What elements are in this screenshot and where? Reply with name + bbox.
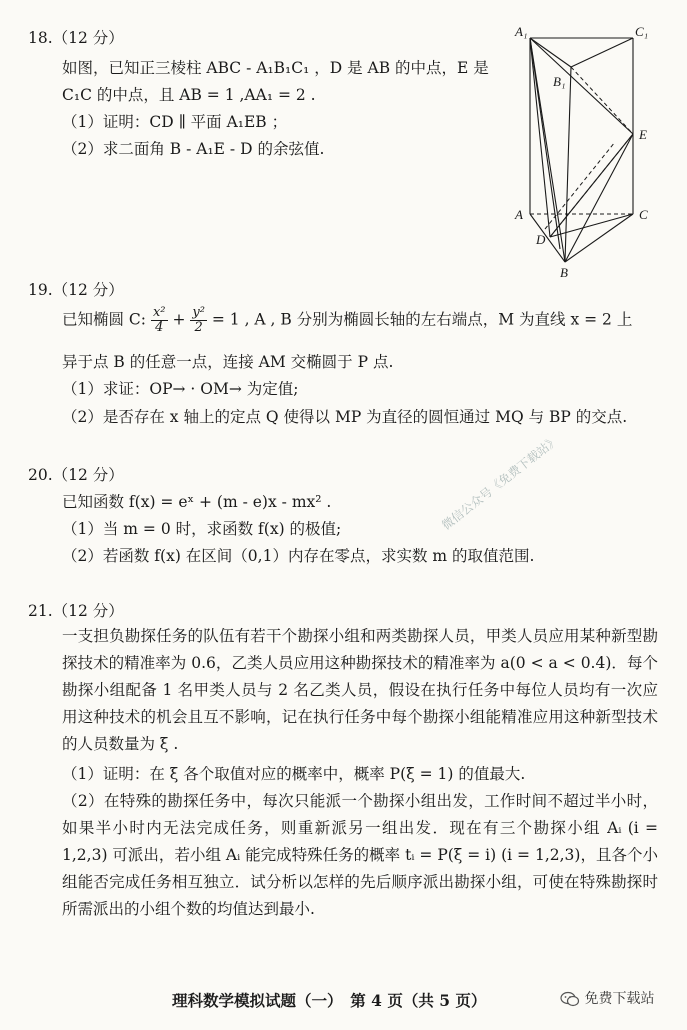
fraction-x2-over-4	[151, 306, 168, 335]
label-D: D	[536, 232, 546, 247]
q19-part-2: （2）是否存在 x 轴上的定点 Q 使得以 MP 为直径的圆恒通过 MQ 与 BP 的交点.	[62, 408, 628, 426]
page-footer: 理科数学模拟试题（一） 第 4 页（共 5 页）	[172, 991, 487, 1010]
q19-line-2: 异于点 B 的任意一点，连接 AM 交椭圆于 P 点.	[62, 353, 394, 371]
label-B: B	[560, 265, 568, 280]
fraction-denominator: 4	[155, 320, 164, 335]
question-number: 19.（12 分）	[28, 281, 124, 299]
label-C: C	[639, 207, 648, 222]
fraction-numerator: y²	[192, 305, 205, 320]
label-E: E	[639, 127, 647, 142]
prism-diagram	[505, 24, 665, 284]
label-A1: A₁	[515, 24, 528, 39]
q18-line-4: （2）求二面角 B - A₁E - D 的余弦值.	[62, 140, 325, 158]
q19-part-1: （1）求证：OP→ · OM→ 为定值;	[62, 380, 299, 398]
wechat-label: 免费下载站	[584, 991, 655, 1007]
q21-part-1: （1）证明：在 ξ 各个取值对应的概率中，概率 P(ξ = 1) 的值最大.	[62, 765, 526, 783]
q18-line-1: 如图，已知正三棱柱 ABC - A₁B₁C₁ ，D 是 AB 的中点，E 是	[62, 59, 489, 77]
q20-line-3: （2）若函数 f(x) 在区间（0,1）内存在零点，求实数 m 的取值范围.	[62, 547, 535, 565]
question-number: 18.（12 分）	[28, 29, 124, 47]
q18-line-3: （1）证明：CD ∥ 平面 A₁EB ；	[62, 113, 288, 131]
plus-sign: +	[172, 310, 186, 329]
q21-body: 一支担负勘探任务的队伍有若干个勘探小组和两类勘探人员，甲类人员应用某种新型勘探技术的精准率为 0.6，乙类人员应用这种勘探技术的精准率为 a(0 < a < 0.4)．每个勘探小组配备 1 名甲类人员与 2 名乙类人员，假设在执行任务中每位人员均有一次应用这种技术的机会且互不影响，记在执行任务中每个勘探小组能精准应用这种新型技术的人员数量为 ξ .	[62, 627, 658, 753]
question-number: 20.（12 分）	[28, 466, 124, 484]
prism-figure	[505, 24, 665, 284]
watermark-text: 微信公众号《免费下载站》	[439, 432, 562, 533]
wechat-badge	[560, 988, 654, 1008]
q19-line-1-suffix: = 1 , A , B 分别为椭圆长轴的左右端点，M 为直线 x = 2 上	[211, 310, 633, 329]
q20-line-2: （1）当 m = 0 时，求函数 f(x) 的极值;	[62, 520, 342, 538]
fraction-numerator: x²	[152, 305, 166, 320]
label-C1: C₁	[635, 24, 649, 39]
q19-line-1-prefix: 已知椭圆 C:	[62, 310, 147, 329]
q18-line-2: C₁C 的中点，且 AB = 1 ,AA₁ = 2 .	[62, 86, 316, 104]
label-A: A	[515, 207, 523, 222]
q19-line-1	[62, 306, 632, 335]
q20-line-1: 已知函数 f(x) = eˣ + (m - e)x - mx² .	[62, 493, 332, 511]
fraction-denominator: 2	[194, 320, 203, 335]
wechat-icon	[560, 991, 580, 1007]
q21-part-2: （2）在特殊的勘探任务中，每次只能派一个勘探小组出发，工作时间不超过半小时，如果半小时内无法完成任务，则重新派另一组出发．现在有三个勘探小组 Aᵢ (i = 1,2,3) 可派出，若小组 Aᵢ 能完成特殊任务的概率 tᵢ = P(ξ = i) (i = 1,2,3)，且各个小组能否完成任务相互独立．试分析以怎样的先后顺序派出勘探小组，可使在特殊勘探时所需派出的小组个数的均值达到最小.	[62, 792, 658, 918]
label-B1: B₁	[553, 74, 566, 89]
question-number: 21.（12 分）	[28, 602, 124, 620]
fraction-y2-over-2	[190, 306, 207, 335]
